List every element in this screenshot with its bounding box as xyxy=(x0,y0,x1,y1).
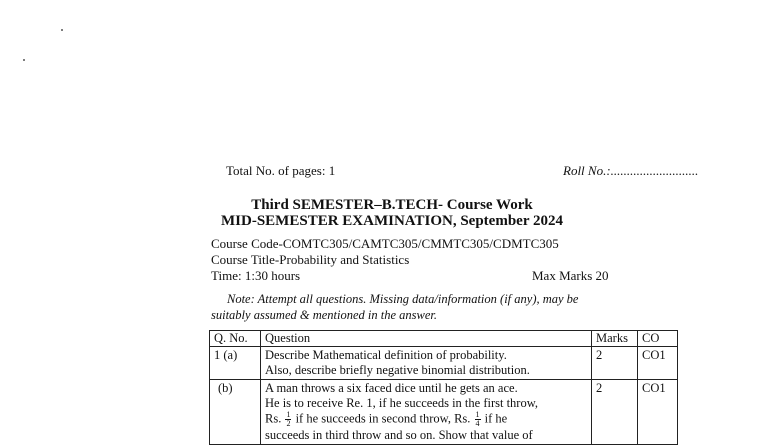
fraction-denominator: 2 xyxy=(286,419,291,428)
header-co: CO xyxy=(638,331,678,347)
table-row xyxy=(210,380,678,445)
fraction-denominator: 4 xyxy=(475,419,480,428)
fraction-one-quarter xyxy=(475,411,481,428)
fraction-middle-text: if he succeeds in second throw, Rs. xyxy=(295,411,471,426)
exam-title-semester: Third SEMESTER–B.TECH- Course Work xyxy=(251,197,533,213)
question-co: CO1 xyxy=(638,347,678,380)
instructions-note-line2: suitably assumed & mentioned in the answer. xyxy=(211,308,438,322)
fraction-prefix: Rs. xyxy=(265,411,282,426)
question-line: Describe Mathematical definition of probability. xyxy=(265,348,507,362)
fraction-suffix: if he xyxy=(484,411,508,426)
question-co: CO1 xyxy=(638,380,678,445)
max-marks: Max Marks 20 xyxy=(532,268,609,283)
exam-duration: Time: 1:30 hours xyxy=(211,268,301,283)
roll-number: Roll No.:........................... xyxy=(563,163,699,178)
exam-title-midsem: MID-SEMESTER EXAMINATION, September 2024 xyxy=(221,213,563,229)
question-line: A man throws a six faced dice until he gets an ace. xyxy=(265,381,518,395)
scan-speck xyxy=(23,59,25,61)
question-text xyxy=(261,347,592,380)
total-pages: Total No. of pages: 1 xyxy=(226,163,336,178)
header-qno: Q. No. xyxy=(210,331,261,347)
fraction-one-half xyxy=(285,411,291,428)
question-marks: 2 xyxy=(592,347,638,380)
question-text xyxy=(261,380,592,445)
table-header-row xyxy=(210,331,678,347)
fraction-numerator: 1 xyxy=(286,410,291,419)
question-line: He is to receive Re. 1, if he succeeds in the first throw, xyxy=(265,396,539,410)
header-question: Question xyxy=(261,331,592,347)
question-number: 1 (a) xyxy=(210,347,261,380)
question-table xyxy=(209,330,678,445)
scan-speck xyxy=(61,29,63,31)
table-row xyxy=(210,347,678,380)
course-code: Course Code-COMTC305/CAMTC305/CMMTC305/CDMTC305 xyxy=(211,236,559,251)
question-line: Also, describe briefly negative binomial distribution. xyxy=(265,363,530,377)
header-marks: Marks xyxy=(592,331,638,347)
question-line-with-fractions xyxy=(265,411,587,428)
question-number: (b) xyxy=(210,380,261,445)
course-title: Course Title-Probability and Statistics xyxy=(211,252,410,267)
instructions-note-line1: Note: Attempt all questions. Missing data/information (if any), may be xyxy=(227,292,579,306)
question-marks: 2 xyxy=(592,380,638,445)
question-line: succeeds in third throw and so on. Show that value of xyxy=(265,428,533,442)
fraction-numerator: 1 xyxy=(475,410,480,419)
